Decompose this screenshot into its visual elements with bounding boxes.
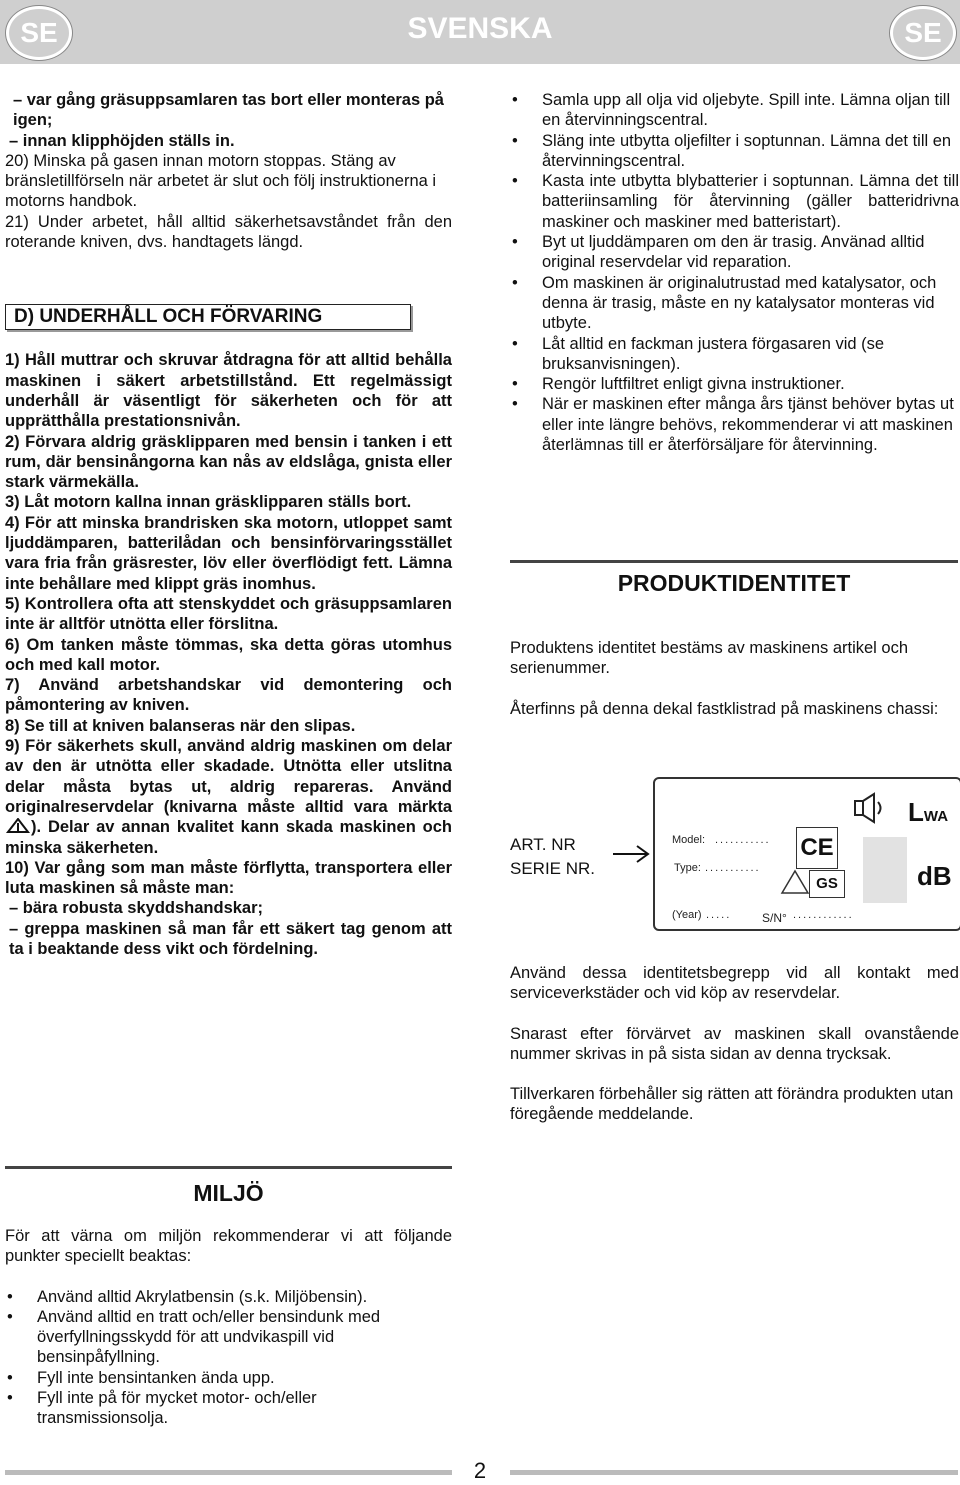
maintenance-item-9 [5, 736, 452, 858]
section-heading-d: D) UNDERHÅLL OCH FÖRVARING [5, 304, 411, 330]
list-item: • Använd alltid en tratt och/eller bensindunk med överfyllningsskydd för att undvikaspill vid bensinpåfyllning. [5, 1307, 452, 1368]
identification-label [653, 777, 960, 931]
type-field-label: Type: [674, 862, 701, 874]
maintenance-item-9-end: ). Delar av annan kvalitet kann skada maskinen och minska säkerheten. [5, 818, 452, 857]
list-item: • Kasta inte utbytta blybatterier i soptunnan. Lämna det till batteriinsamling för återvinning (gäller batteridrivna maskiner och maskiner med batteristart). [510, 171, 959, 232]
left-column [5, 90, 452, 959]
maintenance-item-7: 7) Använd arbetshandskar vid demontering och påmontering av kniven. [5, 676, 452, 715]
maintenance-item-4: 4) För att minska brandrisken ska motorn, utloppet samt ljuddämparen, batterilådan och bensinförvaringsstället vara fria från gräsrester, löv eller överflödigt fett. Lämna inte behållare med klippt gräs inomhus. [5, 513, 452, 593]
list-item: • Släng inte utbytta oljefilter i soptunnan. Lämna det till en återvinningscentral. [510, 131, 959, 172]
lwa-symbol [908, 797, 948, 828]
produkt-paragraph-5: Tillverkaren förbehåller sig rätten att förändra produkten utan föregående meddelande. [510, 1085, 954, 1124]
model-field-label: Model: [672, 834, 706, 846]
maintenance-item-8: 8) Se till at kniven balanseras när den slipas. [5, 716, 356, 735]
maintenance-item-10b: – greppa maskinen så man får ett säkert tag genom att ta i beaktande dess vikt och fördelning. [9, 919, 452, 958]
produkt-notes [510, 963, 959, 1125]
gs-mark [809, 870, 845, 898]
list-item: • När er maskinen efter många års tjänst behöver bytas ut eller inte längre behövs, rekommenderar vi att maskinen återlämnas till er återförsäljare för återvinning. [510, 394, 959, 455]
type-field-dots: ........... [705, 862, 761, 874]
miljo-intro: För att värna om miljön rekommenderar vi att följande punkter speciellt beaktas: [5, 1227, 452, 1266]
page-number: 2 [473, 1458, 487, 1483]
year-field-dots: ..... [706, 909, 732, 921]
sn-field-dots: ............ [793, 909, 854, 921]
maintenance-item-6: 6) Om tanken måste tömmas, ska detta göras utomhus och med kall motor. [5, 635, 452, 674]
warning-mark-icon [5, 818, 31, 834]
language-badge-left: SE [6, 6, 72, 60]
art-nr-label: ART. NR [510, 835, 576, 854]
environment-list [510, 90, 959, 455]
maintenance-item-5: 5) Kontrollera ofta att stenskyddet och gräsuppsamlaren inte är alltför utnötta eller förslitna. [5, 594, 452, 634]
sn-field-label: S/N° [762, 911, 787, 925]
miljo-list [5, 1287, 452, 1429]
maintenance-item-10a: – bära robusta skyddshandskar; [9, 899, 264, 918]
noise-level-field [863, 837, 907, 903]
maintenance-item-2: 2) Förvara aldrig gräsklipparen med bensin i tanken i ett rum, där bensinångorna kan nås av eldslåga, gnista eller stark värmekälla. [5, 432, 452, 492]
list-item: • Fyll inte bensintanken ända upp. [5, 1368, 452, 1388]
language-badge-right: SE [890, 6, 956, 60]
right-column [510, 90, 959, 455]
year-field-label: (Year) [672, 909, 702, 921]
produkt-paragraph-1: Produktens identitet bestäms av maskinens artikel och serienummer. [510, 639, 909, 678]
produkt-paragraph-2: Återfinns på denna dekal fastklistrad på maskinens chassi: [510, 699, 939, 718]
model-field-dots: ........... [715, 834, 771, 846]
miljo-heading: MILJÖ [193, 1180, 264, 1206]
paragraph-20: 20) Minska på gasen innan motorn stoppas. Stäng av bränsletillförseln när arbetet är slut och följ instruktionerna i motorns handbok. [5, 151, 437, 211]
maintenance-item-3: 3) Låt motorn kallna innan gräsklipparen ställs bort. [5, 493, 412, 512]
page-title: SVENSKA [407, 12, 553, 45]
list-dash-2: – innan klipphöjden ställs in. [9, 131, 235, 150]
produkt-heading: PRODUKTIDENTITET [617, 570, 851, 596]
produkt-paragraph-3: Använd dessa identitetsbegrepp vid all kontakt med serviceverkstäder och vid köp av reservdelar. [510, 964, 959, 1003]
miljo-section [5, 1226, 452, 1429]
paragraph-21: 21) Under arbetet, håll alltid säkerhetsavståndet från den roterande kniven, dvs. handtagets längd. [5, 212, 452, 252]
arrow-right-icon [613, 845, 651, 863]
gs-mark-text: GS [816, 875, 838, 892]
produkt-divider [510, 560, 958, 563]
list-item: • Om maskinen är originalutrustad med katalysator, och denna är trasig, måste en ny katalysator monteras vid utbyte. [510, 273, 959, 334]
footer-line-left [5, 1470, 452, 1475]
miljo-divider [5, 1166, 452, 1169]
db-unit: dB [917, 861, 952, 891]
list-item: • Använd alltid Akrylatbensin (s.k. Miljöbensin). [5, 1287, 452, 1307]
footer-line-right [510, 1470, 958, 1475]
maintenance-item-9-text: 9) För säkerhets skull, använd aldrig maskinen om delar av den är utnötta eller skadade. Utnötta eller utslitna delar måsta bytas ut, aldrig repareras. Använd originalreservdelar (knivarna måste alltid vara märkta [5, 737, 452, 816]
produkt-intro [510, 638, 959, 719]
list-item: • Rengör luftfiltret enligt givna instruktioner. [510, 374, 959, 394]
ce-mark [796, 827, 838, 869]
lwa-letter: L [908, 797, 924, 827]
ce-mark-text: CE [800, 834, 834, 861]
lwa-subscript: WA [923, 808, 949, 825]
speaker-icon [852, 791, 886, 825]
hazard-triangle-icon [780, 869, 810, 895]
list-item: • Samla upp all olja vid oljebyte. Spill inte. Lämna oljan till en återvinningscentral. [510, 90, 959, 131]
list-item: • Låt alltid en fackman justera förgasaren vid (se bruksanvisningen). [510, 334, 959, 375]
list-item: • Byt ut ljuddämparen om den är trasig. Använad alltid original reservdelar vid reparation. [510, 232, 959, 273]
list-item: • Fyll inte på för mycket motor- och/eller transmissionsolja. [5, 1388, 452, 1429]
maintenance-item-10: 10) Var gång som man måste förflytta, transportera eller luta maskinen så måste man: [5, 858, 452, 898]
maintenance-item-1: 1) Håll muttrar och skruvar åtdragna för att alltid behålla maskinen i säkert arbetstillstånd. Ett regelmässigt underhåll är väsentligt för säkerheten och för att upprätthålla prestationsnivån. [5, 351, 452, 431]
list-dash-1: – var gång gräsuppsamlaren tas bort eller monteras på igen; [13, 91, 444, 130]
produkt-paragraph-4: Snarast efter förvärvet av maskinen skall ovanstående nummer skrivas in på sista sidan av denna trycksak. [510, 1024, 959, 1063]
serie-nr-label: SERIE NR. [510, 859, 596, 878]
page-header [0, 0, 960, 64]
